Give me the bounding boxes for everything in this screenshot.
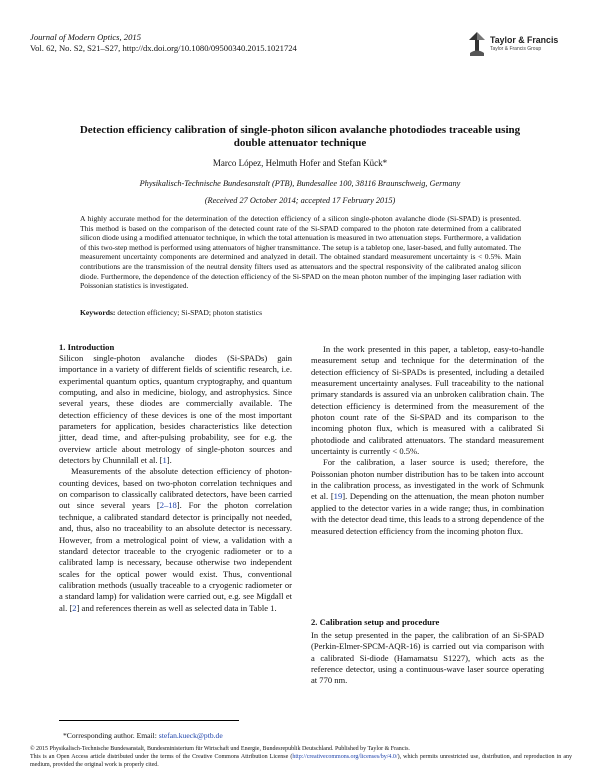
article-title [40, 124, 560, 150]
publisher-logo-icon [466, 31, 488, 57]
section-heading-introduction: 1. Introduction [59, 342, 115, 352]
paragraph: Measurements of the absolute detection efficiency of photon-counting devices, based on two-photon correlation techniques and on comparison to classically calibrated detectors, have been carried out since several years [2–18]. For the photon correlation technique, a calibrated standard detector is principally not needed, and, thus, also no traceability to an absolute detector is necessary. However, from a metrological point of view, a validation with a standard detector traceable to the cryogenic radiometer or to a calibrated lamp is necessary, because otherwise two independent scales for the optical power would exist. Thus, conventional calibration methods (usually traceable to a cryogenic radiometer or a standard lamp) for validation were carried out, e.g. see Migdall et al. [2] and references therein as well as selected data in Table 1. [59, 466, 292, 613]
title-line-2: double attenuator technique [233, 137, 367, 149]
journal-name: Journal of Modern Optics, 2015 [30, 32, 141, 42]
footnote-rule [59, 720, 239, 721]
paragraph: Silicon single-photon avalanche diodes (Si-SPADs) gain importance in a variety of different fields of scientific research, i.e. experimental quantum optics, quantum cryptography, and quantum computing, and also in medicine, biology, and astrophysics. Since several years, these diodes are commercially available. The detection efficiency of these devices is one of the most important parameters for application, besides characteristics like detection jitter, dead time, and after-pulsing probability, see for e.g. the overview article about metrology of single-photon sources and detectors by Chunnilall et al. [1]. [59, 353, 292, 466]
section-heading-calibration: 2. Calibration setup and procedure [311, 617, 440, 627]
citation-link[interactable]: 1 [162, 455, 167, 466]
received-dates: (Received 27 October 2014; accepted 17 February 2015) [204, 196, 396, 205]
authors: Marco López, Helmuth Hofer and Stefan Kück* [212, 158, 388, 168]
author-email-link[interactable]: stefan.kueck@ptb.de [158, 731, 223, 740]
license-link[interactable]: http://creativecommons.org/licenses/by/4.0/ [292, 754, 398, 760]
paragraph: In the work presented in this paper, a tabletop, easy-to-handle measurement setup and technique for the determination of the detection efficiency of Si-SPADs is presented, including a detailed measurement uncertainty analyses. Full traceability to the national primary standards is assured via an unbroken calibration chain. The detection efficiency is determined from the measurement of the photon count rate of the Si-SPAD and its comparison to the incoming photon flux, which is measured with a calibrated Si photodiode and calibrated attenuators. The standard measurement uncertainty is currently < 0.5%. [311, 344, 544, 457]
journal-citation: Vol. 62, No. S2, S21–S27, http://dx.doi.org/10.1080/09500340.2015.1021724 [30, 43, 297, 53]
paragraph: For the calibration, a laser source is used; therefore, the Poissonian photon number distribution has to be taken into account in the calibration process, as investigated in the work of Schmunk et al. [19]. Depending on the attenuation, the mean photon number applied to the detector varies in a wide range; thus, in combination with the detector dead time, this leads to a strong dependence of the measured detection efficiency from the incoming photon flux. [311, 457, 544, 536]
publisher-brand: Taylor & Francis [490, 35, 559, 45]
title-line-1: Detection efficiency calibration of single-photon silicon avalanche photodiodes traceable using [79, 124, 521, 136]
right-column [311, 344, 544, 537]
publisher-logo [466, 31, 576, 61]
copyright-line: © 2015 Physikalisch-Technische Bundesanstalt, Bundesministerium für Wirtschaft und Energie, Bundesrepublik Deutschland. Published by Taylor & Francis. [30, 746, 410, 752]
citation-link[interactable]: 2–18 [159, 500, 177, 511]
journal-header [30, 32, 297, 54]
license-line: This is an Open Access article distributed under the terms of the Creative Commons Attribution License (http://creativecommons.org/licenses/by/4.0/), which permits unrestricted use, distribution, and reproduction in any medium, provided the original work is properly cited. [30, 754, 572, 768]
abstract: A highly accurate method for the determination of the detection efficiency of a silicon single-photon avalanche diode (Si-SPAD) is presented. This method is based on the comparison of the detected count rate of the Si-SPAD compared to the photon rate determined from a calibrated silicon diode using a modified attenuator technique, in which the total attenuation is measured in two attenuation steps. Furthermore, a validation of this two-step method is performed using attenuators of higher transmittance. The setup is a tabletop one, laser-based, and fully automated. The measurement uncertainty components are determined and analyzed in detail. The obtained standard measurement uncertainty is < 0.5%. Main contributions are the transmission of the neutral density filters used as attenuators and the spectral responsivity of the calibrated analog silicon diode. Furthermore, the dependence of the detection efficiency of the Si-SPAD on the mean photon number of the impinging laser radiation with Poissonian statistics is investigated. [80, 214, 521, 291]
keywords-label: Keywords: [80, 308, 116, 317]
section2-body [311, 630, 544, 687]
copyright-notice [30, 745, 572, 769]
affiliation: Physikalisch-Technische Bundesanstalt (PTB), Bundesallee 100, 38116 Braunschweig, Germany [139, 179, 461, 188]
citation-link[interactable]: 19 [333, 491, 343, 502]
keywords [80, 308, 521, 317]
citation-link[interactable]: 2 [72, 602, 77, 613]
publisher-subtitle: Taylor & Francis Group [490, 46, 542, 52]
keywords-text: detection efficiency; Si-SPAD; photon statistics [117, 308, 263, 317]
paragraph: In the setup presented in the paper, the calibration of an Si-SPAD (Perkin-Elmer-SPCM-AQR-16) is carried out via comparison with a calibrated Si-diode (Hamamatsu S1227), which acts as the reference detector, using a continuous-wave laser source operating at 770 nm. [311, 630, 544, 686]
corresponding-author: *Corresponding author. Email: stefan.kueck@ptb.de [63, 731, 223, 740]
left-column [59, 353, 292, 614]
